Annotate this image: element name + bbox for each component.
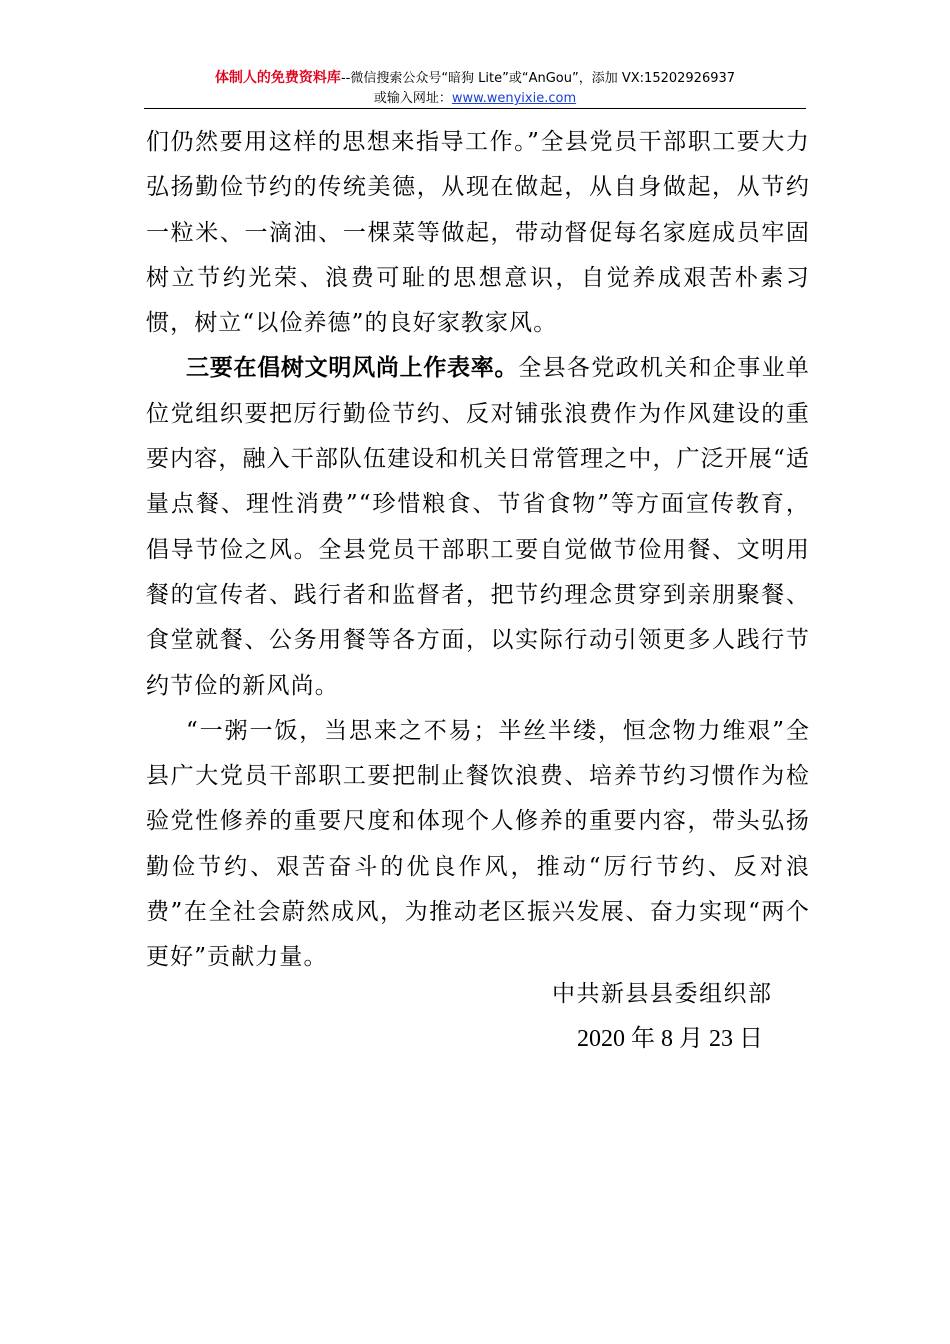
- header-url-link[interactable]: www.wenyixie.com: [451, 91, 577, 106]
- paragraph-2-heading: 三要在倡树文明风尚上作表率。: [186, 355, 519, 382]
- signature-organization: 中共新县县委组织部: [552, 981, 773, 1007]
- paragraph-3: “一粥一饭，当思来之不易；半丝半缕，恒念物力维艰”全县广大党员干部职工要把制止餐饮浪费、培养节约习惯作为检验党性修养的重要尺度和体现个人修养的重要内容，带头弘扬勤俭节约、艰苦奋斗的优良作风，推动“厉行节约、反对浪费”在全社会蔚然成风，为推动老区振兴发展、奋力实现“两个更好”贡献力量。: [146, 717, 810, 971]
- page-header: [144, 68, 806, 109]
- header-divider: [144, 108, 806, 109]
- header-brand: 体制人的免费资料库: [214, 70, 341, 86]
- document-body: [146, 120, 810, 981]
- paragraph-2: [146, 346, 810, 708]
- paragraph-1: 们仍然要用这样的思想来指导工作。”全县党员干部职工要大力弘扬勤俭节约的传统美德，从现在做起，从自身做起，从节约一粒米、一滴油、一棵菜等做起，带动督促每名家庭成员牢固树立节约光荣、浪费可耻的思想意识，自觉养成艰苦朴素习惯，树立“以俭养德”的良好家教家风。: [146, 129, 810, 337]
- header-line-1: [144, 68, 806, 89]
- signature-block: [530, 972, 790, 1062]
- header-url-label: 或输入网址：: [373, 91, 452, 106]
- header-line-2: [144, 89, 806, 109]
- header-note: --微信搜索公众号“暗狗 Lite”或“AnGou”，添加 VX:15202926937: [340, 71, 736, 86]
- signature-date: 2020 年 8 月 23 日: [577, 1026, 763, 1052]
- paragraph-2-text: 全县各党政机关和企事业单位党组织要把厉行勤俭节约、反对铺张浪费作为作风建设的重要内容，融入干部队伍建设和机关日常管理之中，广泛开展“适量点餐、理性消费”“珍惜粮食、节省食物”等方面宣传教育，倡导节俭之风。全县党员干部职工要自觉做节俭用餐、文明用餐的宣传者、践行者和监督者，把节约理念贯穿到亲朋聚餐、食堂就餐、公务用餐等各方面，以实际行动引领更多人践行节约节俭的新风尚。: [146, 355, 811, 699]
